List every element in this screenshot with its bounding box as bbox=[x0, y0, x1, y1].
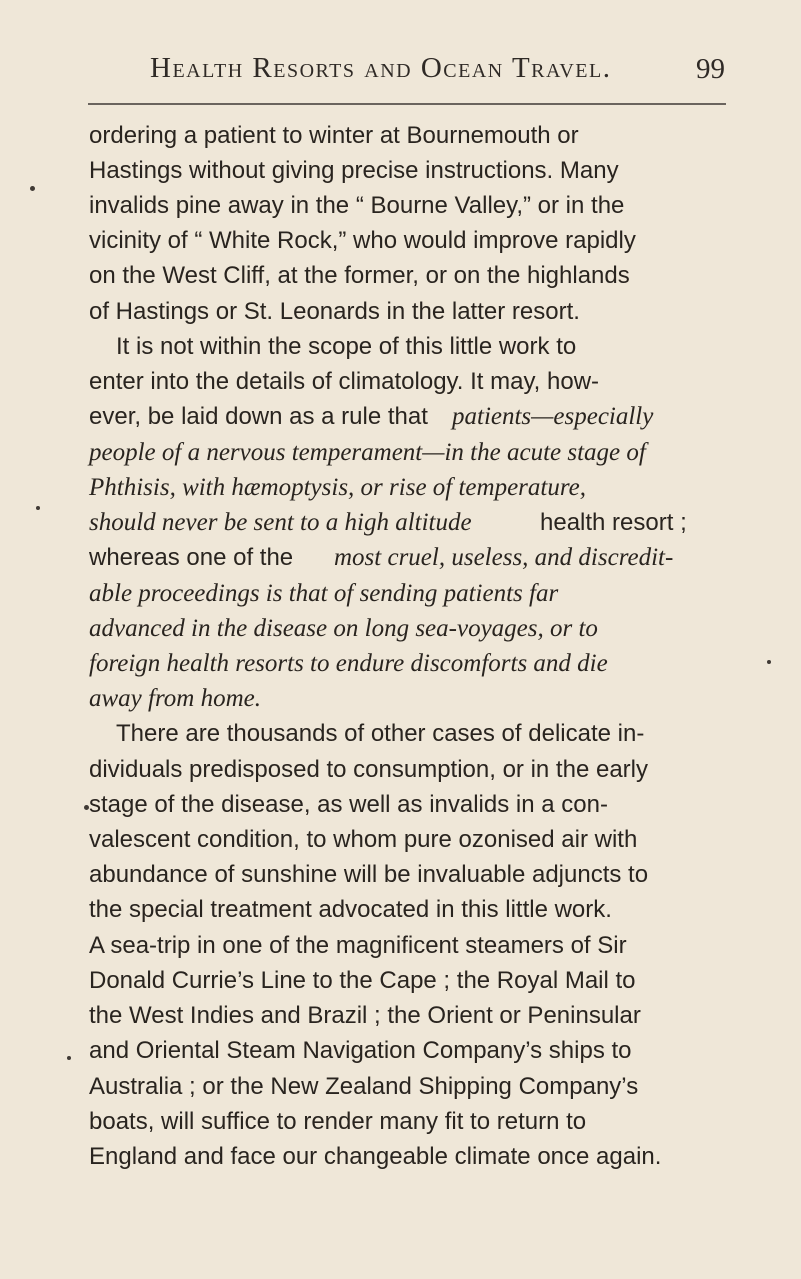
text-line: abundance of sunshine will be invaluable adjuncts to bbox=[89, 861, 649, 888]
text-line: England and face our changeable climate once again. bbox=[89, 1143, 662, 1170]
text-line: dividuals predisposed to consumption, or in the early bbox=[89, 756, 648, 783]
italic-text: most cruel, useless, and discredit- bbox=[334, 544, 674, 571]
text-line: of Hastings or St. Leonards in the latter resort. bbox=[89, 298, 580, 325]
running-title: Health Resorts and Ocean Travel. bbox=[150, 52, 612, 84]
text-line: stage of the disease, as well as invalids in a con- bbox=[89, 791, 608, 818]
paragraph-line: There are thousands of other cases of delicate in- bbox=[116, 720, 645, 747]
text-line: valescent condition, to whom pure ozonised air with bbox=[89, 826, 638, 853]
text-line: the West Indies and Brazil ; the Orient or Peninsular bbox=[89, 1002, 641, 1029]
text-line: health resort ; bbox=[540, 509, 687, 536]
italic-line: advanced in the disease on long sea-voyages, or to bbox=[89, 615, 598, 642]
header-rule bbox=[88, 103, 726, 105]
text-line: enter into the details of climatology. It may, how- bbox=[89, 368, 600, 395]
italic-line: foreign health resorts to endure discomforts and die bbox=[89, 650, 608, 677]
text-line: boats, will suffice to render many fit to return to bbox=[89, 1108, 587, 1135]
text-line: and Oriental Steam Navigation Company’s ships to bbox=[89, 1037, 632, 1064]
text-line: vicinity of “ White Rock,” who would improve rapidly bbox=[89, 227, 636, 254]
italic-line: Phthisis, with hæmoptysis, or rise of temperature, bbox=[89, 474, 586, 501]
paper-speck bbox=[767, 660, 771, 664]
paper-speck bbox=[36, 506, 40, 510]
italic-line: people of a nervous temperament—in the acute stage of bbox=[89, 439, 646, 466]
italic-line: away from home. bbox=[89, 685, 261, 712]
text-line: ever, be laid down as a rule that bbox=[89, 403, 428, 430]
paragraph-line: It is not within the scope of this little work to bbox=[116, 333, 577, 360]
text-line: Donald Currie’s Line to the Cape ; the Royal Mail to bbox=[89, 967, 636, 994]
running-header bbox=[0, 52, 801, 92]
text-line: ordering a patient to winter at Bournemouth or bbox=[89, 122, 579, 149]
text-line: A sea-trip in one of the magnificent steamers of Sir bbox=[89, 932, 627, 959]
paper-speck bbox=[84, 805, 89, 810]
text-line: Hastings without giving precise instructions. Many bbox=[89, 157, 619, 184]
text-line: Australia ; or the New Zealand Shipping Company’s bbox=[89, 1073, 639, 1100]
italic-line: able proceedings is that of sending patients far bbox=[89, 580, 559, 607]
paper-speck bbox=[67, 1056, 71, 1060]
paper-speck bbox=[30, 186, 35, 191]
italic-text: should never be sent to a high altitude bbox=[89, 509, 472, 536]
page-number: 99 bbox=[696, 53, 725, 85]
italic-text: patients—especially bbox=[452, 403, 654, 430]
text-line: whereas one of the bbox=[89, 544, 294, 571]
text-line: the special treatment advocated in this little work. bbox=[89, 896, 612, 923]
text-line: on the West Cliff, at the former, or on the highlands bbox=[89, 262, 630, 289]
text-line: invalids pine away in the “ Bourne Valley,” or in the bbox=[89, 192, 625, 219]
